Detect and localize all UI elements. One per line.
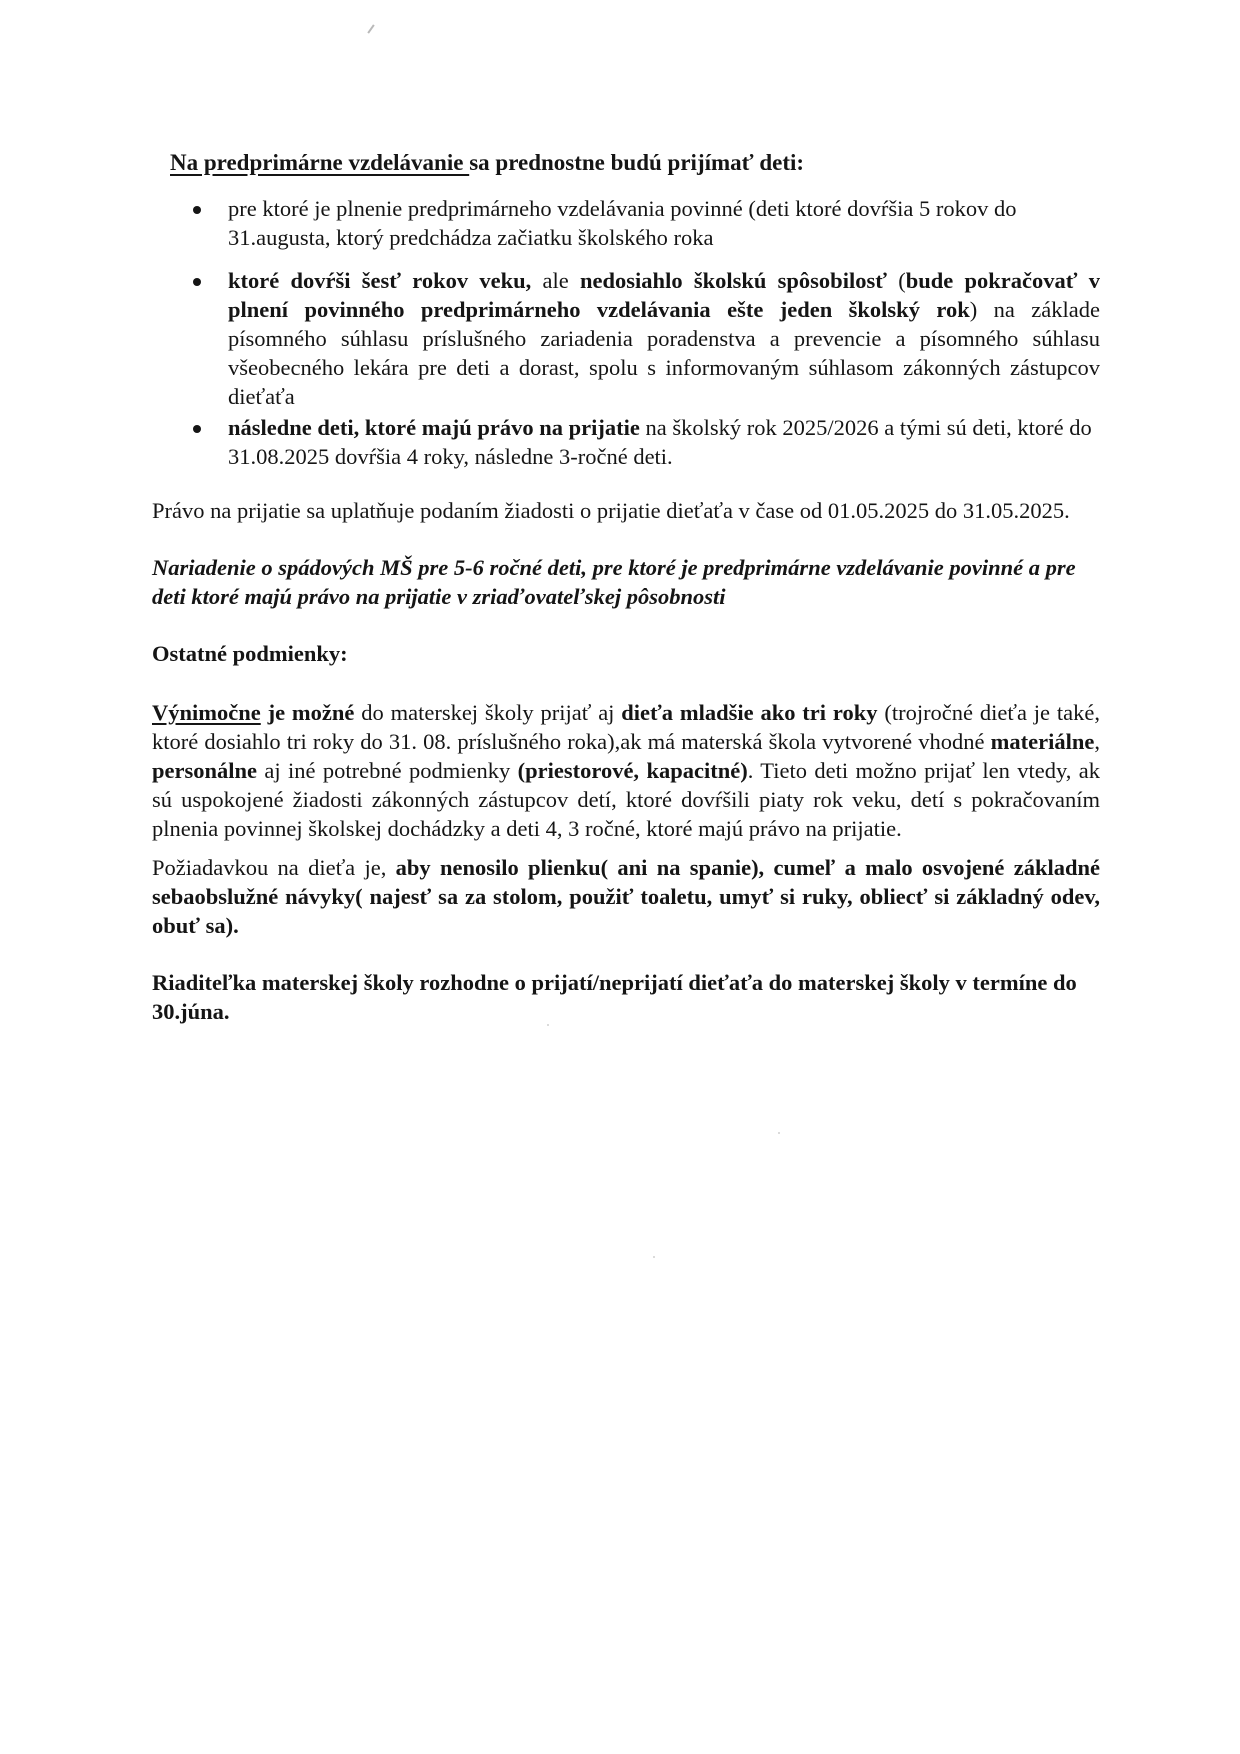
- scan-speck: [653, 1256, 655, 1258]
- emphasis: je možné: [260, 700, 355, 725]
- requirements-paragraph: [152, 853, 1100, 940]
- list-item-bold: nedosiahlo školskú spôsobilosť: [580, 268, 887, 293]
- application-period-paragraph: Právo na prijatie sa uplatňuje podaním žiadosti o prijatie dieťaťa v čase od 01.05.2025 do 31.05.2025.: [152, 498, 1070, 523]
- text: ,: [1094, 729, 1100, 754]
- exception-paragraph: [152, 698, 1100, 843]
- list-item-text: na školský rok 2025/2026 a tými sú deti, ktoré do 31.08.2025 dovŕšia 4 roky, následne 3-ročné deti.: [228, 415, 1092, 469]
- heading-rest: sa prednostne budú prijímať deti:: [469, 150, 805, 175]
- emphasis: materiálne: [990, 729, 1095, 754]
- text: do materskej školy prijať aj: [354, 700, 622, 725]
- scan-mark: [367, 24, 374, 33]
- list-item-bold: ktoré dovŕši šesť rokov veku,: [228, 268, 532, 293]
- bullet-icon: [193, 278, 201, 286]
- list-item-bold: bude pokračovať v plnení povinného predprimárneho vzdelávania ešte jeden školský rok: [228, 268, 1100, 322]
- list-item: [152, 266, 1100, 411]
- text: (trojročné dieťa je také, ktoré dosiahlo tri roky do 31. 08. príslušného roka),ak má materská škola vytvorené vhodné: [152, 700, 1100, 754]
- heading-underlined: Na predprimárne vzdelávanie: [170, 150, 470, 175]
- emphasis: personálne: [152, 758, 258, 783]
- director-decision-paragraph: Riaditeľka materskej školy rozhodne o prijatí/neprijatí dieťaťa do materskej školy v termíne do 30.júna.: [152, 970, 1077, 1024]
- emphasis: dieťa mladšie ako tri roky: [621, 700, 878, 725]
- list-item-bold: následne deti, ktoré majú právo na prijatie: [228, 415, 640, 440]
- list-item-text: ale: [531, 268, 581, 293]
- list-item: [152, 194, 1100, 252]
- text: Požiadavkou na dieťa je,: [152, 855, 396, 880]
- regulation-note: Nariadenie o spádových MŠ pre 5-6 ročné deti, pre ktoré je predprimárne vzdelávanie povinné a pre deti ktoré majú právo na prijatie v zriaďovateľskej pôsobnosti: [152, 555, 1076, 609]
- list-item-text: ) na základe písomného súhlasu príslušného zariadenia poradenstva a prevencie a písomného súhlasu všeobecného lekára pre deti a dorast, spolu s informovaným súhlasom zákonných zástupcov dieťaťa: [228, 297, 1100, 409]
- list-item-text: pre ktoré je plnenie predprimárneho vzdelávania povinné (deti ktoré dovŕšia 5 rokov do 31.augusta, ktorý predchádza začiatku školského roka: [228, 196, 1017, 250]
- document-body: [152, 148, 1100, 1026]
- list-item-text: (: [886, 268, 906, 293]
- bullet-icon: [193, 206, 201, 214]
- scan-speck: [778, 1132, 780, 1134]
- list-item: [152, 413, 1100, 471]
- emphasis: (priestorové, kapacitné): [517, 758, 748, 783]
- emphasis: aby nenosilo plienku( ani na spanie), cumeľ a malo osvojené základné sebaobslužné návyky( najesť sa za stolom, použiť toaletu, umyť si ruky, obliecť si základný odev, obuť sa).: [152, 855, 1100, 938]
- text: . Tieto deti možno prijať len vtedy, ak sú uspokojené žiadosti zákonných zástupcov detí, ktoré dovŕšili piaty rok veku, detí s pokračovaním plnenia povinnej školskej dochádzky a deti 4, 3 ročné, ktoré majú právo na prijatie.: [152, 758, 1101, 841]
- priority-list: [152, 194, 1100, 471]
- text: aj iné potrebné podmienky: [257, 758, 518, 783]
- emphasis-underlined: Výnimočne: [152, 700, 261, 725]
- bullet-icon: [193, 425, 201, 433]
- other-conditions-heading: Ostatné podmienky:: [152, 641, 348, 666]
- section-heading: [170, 148, 1100, 177]
